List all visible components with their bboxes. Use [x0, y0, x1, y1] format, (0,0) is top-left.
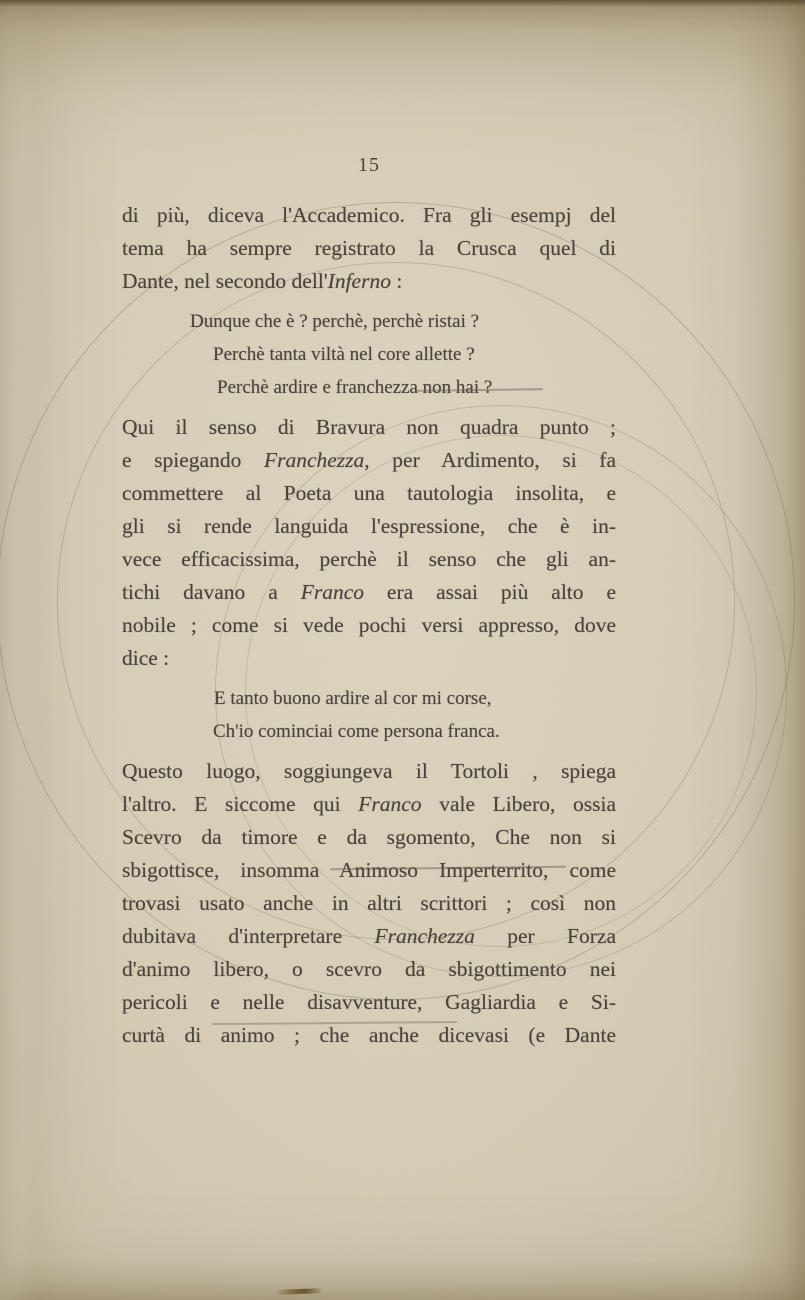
text-line: Dunque che è ? perchè, perchè ristai ? [190, 311, 480, 332]
text-line: curtà di animo ; che anche dicevasi (e Dante [122, 1023, 616, 1047]
text-line: Perchè ardire e franchezza non hai ? [217, 377, 493, 398]
text-line: Perchè tanta viltà nel core allette ? [213, 344, 475, 365]
text-line: vece efficacissima, perchè il senso che gli an- [122, 547, 616, 571]
paragraph-block [122, 755, 616, 1052]
text-line: Qui il senso di Bravura non quadra punto ; [122, 415, 616, 439]
text-line: dice : [122, 646, 170, 670]
text-line: Ch'io cominciai come persona franca. [213, 721, 500, 742]
paragraph-block [122, 411, 616, 675]
text-column [122, 199, 616, 1052]
text-line: trovasi usato anche in altri scrittori ; così non [122, 891, 616, 915]
text-line: dubitava d'interpretare Franchezza per Forza [122, 924, 616, 948]
text-line: di più, diceva l'Accademico. Fra gli esempj del [122, 203, 616, 227]
text-line: Scevro da timore e da sgomento, Che non si [122, 825, 616, 849]
text-line: sbigottisce, insomma Animoso Imperterrito, come [122, 858, 616, 882]
text-line: d'animo libero, o scevro da sbigottimento nei [122, 957, 616, 981]
text-line: l'altro. E siccome qui Franco vale Libero, ossia [122, 792, 616, 816]
ink-smudge [277, 1288, 321, 1295]
text-line: pericoli e nelle disavventure, Gagliardia e Si- [122, 990, 616, 1014]
page-number: 15 [358, 154, 380, 176]
text-line: gli si rende languida l'espressione, che è in- [122, 514, 616, 538]
verse-block [122, 305, 616, 404]
text-line: tema ha sempre registrato la Crusca quel di [122, 236, 616, 260]
text-line: Dante, nel secondo dell'Inferno : [122, 269, 403, 293]
text-line: E tanto buono ardire al cor mi corse, [214, 688, 492, 709]
text-line: e spiegando Franchezza, per Ardimento, si fa [122, 448, 616, 472]
text-line: tichi davano a Franco era assai più alto e [122, 580, 617, 604]
text-line: nobile ; come si vede pochi versi appresso, dove [122, 613, 616, 637]
verse-block [122, 682, 616, 748]
paragraph-block [122, 199, 616, 298]
text-line: commettere al Poeta una tautologia insolita, e [122, 481, 616, 505]
text-line: Questo luogo, soggiungeva il Tortoli , spiega [122, 759, 616, 783]
